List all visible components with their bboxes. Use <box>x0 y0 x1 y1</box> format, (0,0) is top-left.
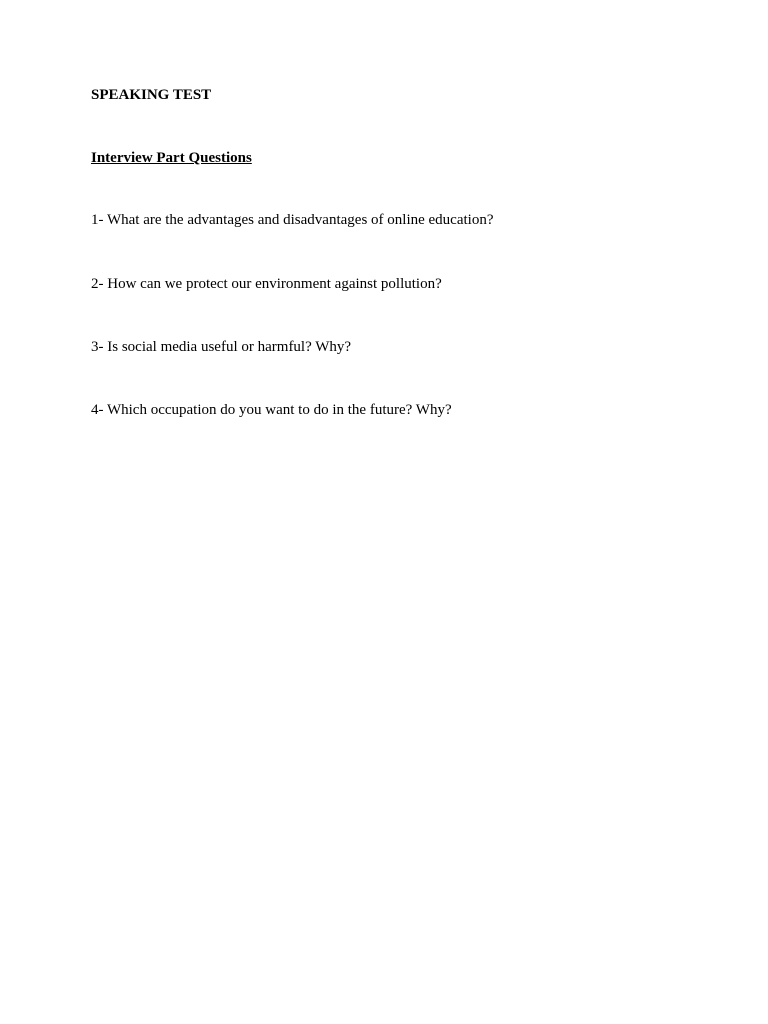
question-item-1: 1- What are the advantages and disadvantages of online education? <box>91 212 494 228</box>
question-item-2: 2- How can we protect our environment against pollution? <box>91 276 442 292</box>
question-item-3: 3- Is social media useful or harmful? Why? <box>91 339 352 355</box>
question-item-4: 4- Which occupation do you want to do in the future? Why? <box>91 402 452 418</box>
document-title: SPEAKING TEST <box>91 87 212 103</box>
section-heading: Interview Part Questions <box>91 150 252 166</box>
